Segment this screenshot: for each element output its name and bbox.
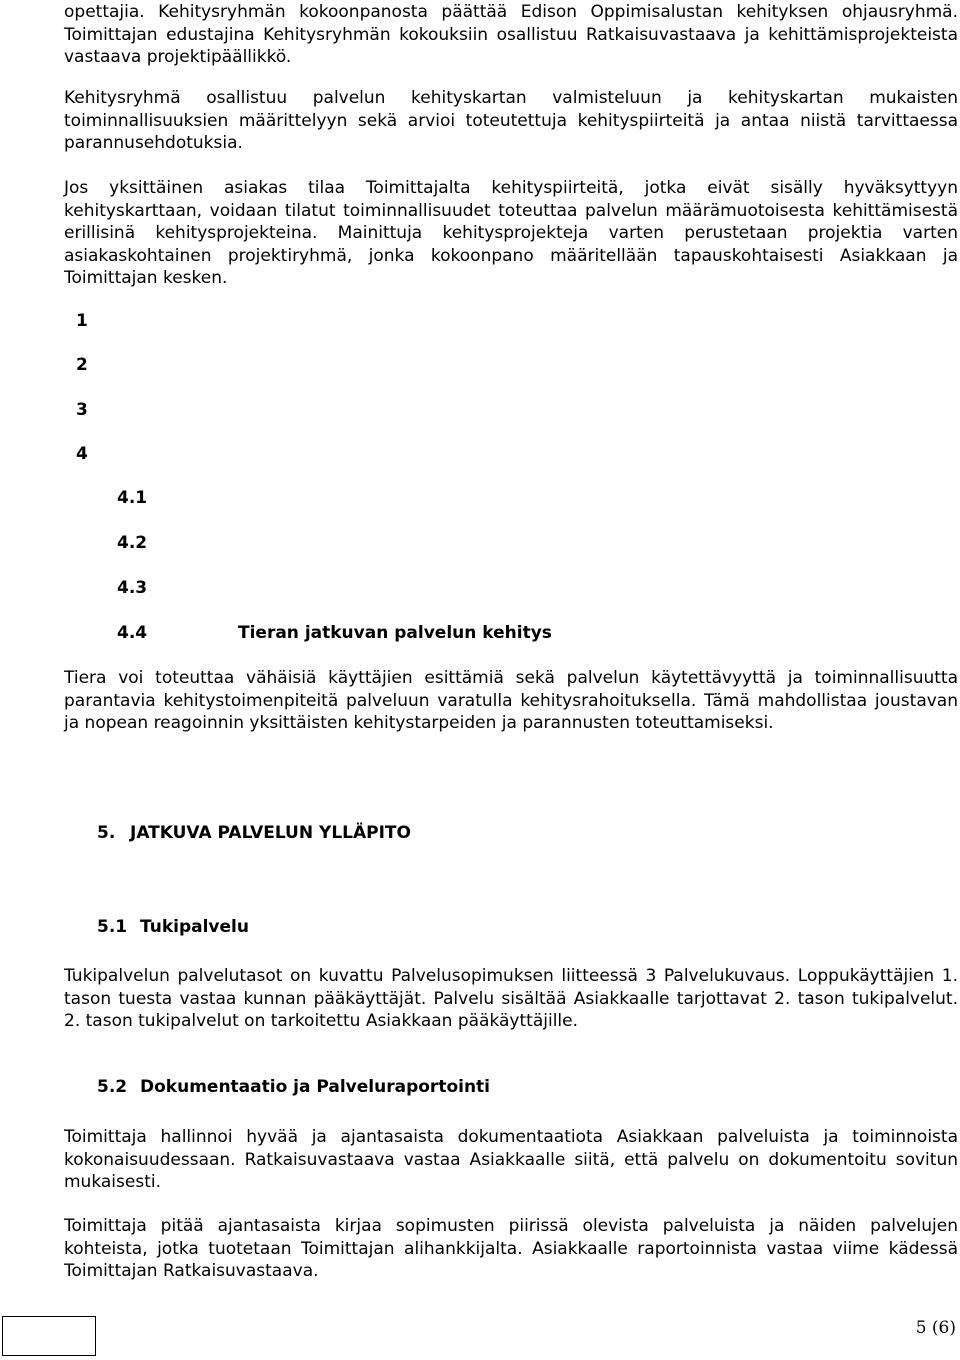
sub-number-4-1: 4.1 (117, 488, 148, 508)
paragraph-development-group: Kehitysryhmä osallistuu palvelun kehityskartan valmisteluun ja kehityskartan mukaisten toiminnallisuuksien määrittelyyn sekä arvioi toteutettuja kehityspiirteitä ja antaa niistä tarvittaessa parannusehdotuksia. (64, 88, 958, 153)
heading-number: 5. (97, 823, 116, 843)
paragraph-continuous-development: Tiera voi toteuttaa vähäisiä käyttäjien esittämiä sekä palvelun käytettävyyttä ja toiminnallisuutta parantavia kehitystoimenpiteitä palveluun varatulla kehitysrahoituksella. Tämä mahdollistaa joustavan ja nopean reagoinnin yksittäisten kehitystarpeiden ja parannusten toteuttamiseksi. (64, 668, 958, 733)
heading-title: Tukipalvelu (140, 917, 249, 937)
paragraph-support-service: Tukipalvelun palvelutasot on kuvattu Palvelusopimuksen liitteessä 3 Palvelukuvaus. Loppukäyttäjien 1. tason tuesta vastaa kunnan pääkäyttäjät. Palvelu sisältää Asiakkaalle tarjottavat 2. tason tukipalvelut. 2. tason tukipalvelut on tarkoitettu Asiakkaan pääkäyttäjille. (64, 966, 958, 1031)
outline-number-4: 4 (76, 444, 88, 464)
paragraph-intro-continuation: opettajia. Kehitysryhmän kokoonpanosta päättää Edison Oppimisalustan kehityksen ohjausryhmä. Toimittajan edustajina Kehitysryhmän kokouksiin osallistuu Ratkaisuvastaava ja kehittämisprojekteista vastaava projektipäällikkö. (64, 2, 958, 67)
paragraph-reporting: Toimittaja pitää ajantasaista kirjaa sopimusten piirissä olevista palveluista ja näiden palvelujen kohteista, jotka tuotetaan Toimittajan alihankkijalta. Asiakkaalle raportoinnista vastaa viime kädessä Toimittajan Ratkaisuvastaava. (64, 1216, 958, 1281)
heading-number: 5.2 (97, 1077, 128, 1097)
outline-number-2: 2 (76, 355, 88, 375)
outline-number-1: 1 (76, 311, 88, 331)
heading-5-1 (97, 917, 249, 937)
sub-number-4-3: 4.3 (117, 578, 148, 598)
heading-title: Tieran jatkuvan palvelun kehitys (238, 623, 552, 643)
heading-title: Dokumentaatio ja Palveluraportointi (140, 1077, 491, 1097)
outline-number-3: 3 (76, 400, 88, 420)
paragraph-individual-orders: Jos yksittäinen asiakas tilaa Toimittajalta kehityspiirteitä, jotka eivät sisälly hyväksyttyyn kehityskarttaan, voidaan tilatut toiminnallisuudet toteuttaa palvelun määrämuotoisesta kehittämisestä erillisinä kehitysprojekteina. Mainittuja kehitysprojekteja varten perustetaan projektia varten asiakaskohtainen projektiryhmä, jonka kokoonpano määritellään tapauskohtaisesti Asiakkaan ja Toimittajan kesken. (64, 178, 958, 288)
footer-logo-box (2, 1316, 96, 1356)
heading-title: JATKUVA PALVELUN YLLÄPITO (130, 823, 411, 843)
paragraph-documentation: Toimittaja hallinnoi hyvää ja ajantasaista dokumentaatiota Asiakkaan palveluista ja toiminnoista kokonaisuudessaan. Ratkaisuvastaava vastaa Asiakkaalle siitä, että palvelu on dokumentoitu sovitun mukaisesti. (64, 1127, 958, 1192)
heading-number: 5.1 (97, 917, 128, 937)
sub-number-4-2: 4.2 (117, 533, 148, 553)
heading-4-4 (117, 623, 552, 643)
heading-5 (97, 823, 411, 843)
heading-5-2 (97, 1077, 490, 1097)
page-number: 5 (6) (915, 1318, 956, 1338)
heading-number: 4.4 (117, 623, 148, 643)
